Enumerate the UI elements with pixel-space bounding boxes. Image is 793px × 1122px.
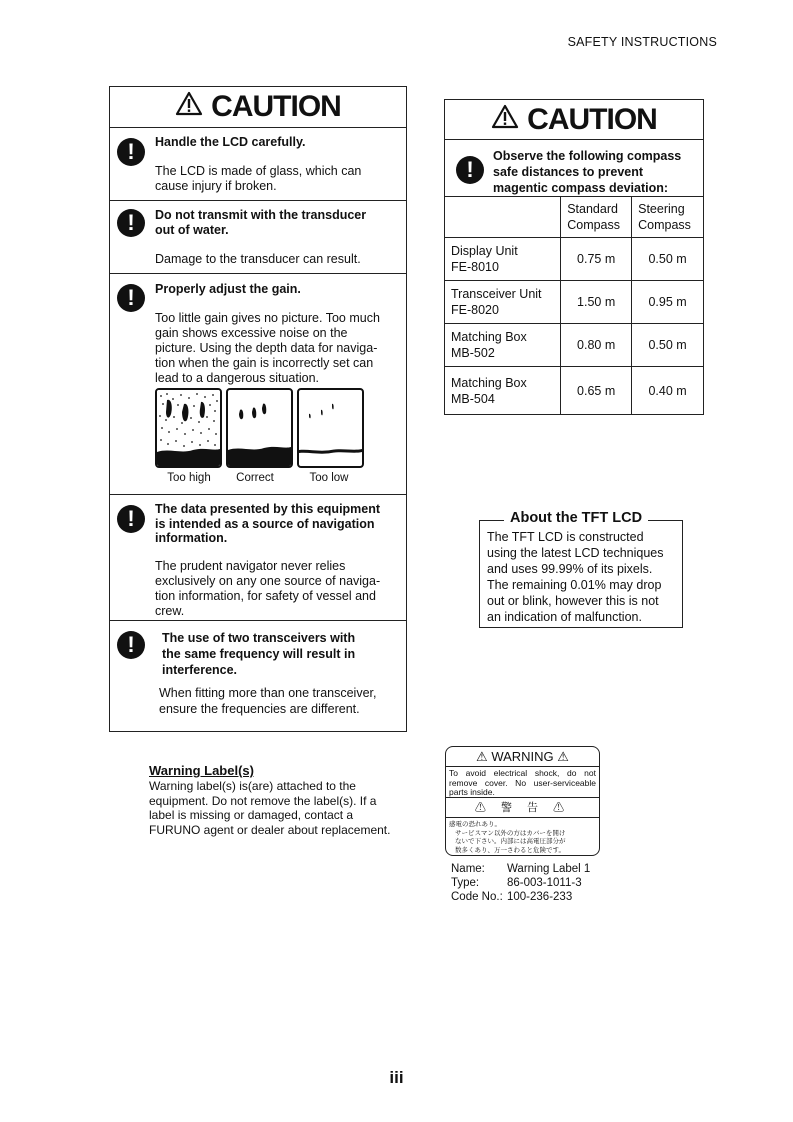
row-steering: 0.50 m (632, 238, 704, 281)
info-row (451, 876, 590, 890)
label-japanese-heading (446, 798, 599, 818)
warning-triangle-icon (175, 90, 203, 124)
title-line: out of water. (155, 222, 229, 237)
about-tft-body (487, 529, 664, 625)
body-line: cause injury if broken. (155, 179, 277, 193)
body-line: Warning label(s) is(are) attached to the (149, 779, 356, 793)
section-body (155, 311, 380, 386)
body-line: label is missing or damaged, contact a (149, 808, 354, 822)
sonar-label-too-low: Too low (309, 472, 349, 484)
label-english-text: To avoid electrical shock, do not remove cover. No user-serviceable parts inside. (446, 767, 599, 798)
row-standard: 0.80 m (561, 324, 632, 367)
table-header-steering (632, 197, 704, 238)
table-header-empty (445, 197, 561, 238)
section-title (155, 208, 366, 237)
name-line: MB-502 (451, 346, 495, 360)
label-warning-text: WARNING (491, 749, 554, 764)
info-value: 86-003-1011-3 (507, 877, 582, 889)
header-line: Steering (638, 202, 685, 216)
caution-section-transceivers (110, 621, 406, 731)
name-line: Transceiver Unit (451, 287, 542, 301)
body-line: gain shows excessive noise on the (155, 326, 348, 340)
name-line: FE-8020 (451, 303, 499, 317)
info-value: 100-236-233 (507, 891, 573, 903)
body-line: The TFT LCD is constructed (487, 530, 644, 544)
name-line: FE-8010 (451, 260, 499, 274)
body-line: When fitting more than one transceiver, (159, 686, 377, 700)
title-line: The data presented by this equipment (155, 502, 381, 516)
row-steering: 0.95 m (632, 281, 704, 324)
body-line: FURUNO agent or dealer about replacement. (149, 822, 391, 837)
title-line: magentic compass deviation: (493, 181, 669, 195)
sonar-image-correct (226, 388, 293, 468)
sonar-label-too-high: Too high (167, 472, 211, 484)
warning-triangle-icon: ⚠ (476, 749, 488, 764)
compass-distance-table (444, 196, 704, 415)
body-line: out or blink, however this is not (487, 594, 659, 608)
jp-line: サービスマン以外の方はカバーを開け (455, 829, 566, 837)
warning-label-body (149, 779, 419, 837)
label-japanese-heading-text: 警 告 (500, 802, 545, 814)
section-body (159, 685, 376, 717)
body-line: ensure the frequencies are different. (159, 702, 360, 716)
page-number: iii (389, 1068, 404, 1087)
row-name (445, 367, 561, 415)
section-body: Damage to the transducer can result. (155, 252, 361, 266)
body-line: an indication of malfunction. (487, 610, 642, 624)
body-line: and uses 99.99% of its pixels. (487, 562, 653, 576)
table-header-row (445, 197, 704, 238)
info-key: Name: (451, 863, 485, 875)
row-name (445, 324, 561, 367)
caution-section-transducer (110, 201, 406, 274)
title-line: information. (155, 531, 228, 545)
title-line: the same frequency will result in (162, 647, 356, 661)
section-title (162, 630, 355, 678)
row-standard: 0.75 m (561, 238, 632, 281)
page-header-title: SAFETY INSTRUCTIONS (567, 35, 717, 49)
section-title (155, 502, 380, 546)
warning-triangle-icon: ⚠ (557, 749, 569, 764)
sonar-label-correct: Correct (236, 472, 274, 484)
exclamation-icon: ! (117, 284, 145, 312)
title-line: The use of two transceivers with (162, 631, 356, 645)
warning-label-card (445, 746, 600, 856)
info-key: Code No.: (451, 891, 503, 903)
warning-triangle-icon (491, 103, 519, 137)
name-line: Matching Box (451, 375, 527, 390)
section-body (155, 164, 361, 194)
header-line: Standard (567, 202, 618, 216)
title-line: interference. (162, 663, 238, 677)
section-title: Handle the LCD carefully. (155, 135, 306, 149)
title-line: Do not transmit with the transducer (155, 208, 367, 222)
table-row (445, 238, 704, 281)
exclamation-icon: ! (117, 631, 145, 659)
body-line: picture. Using the depth data for naviga- (155, 341, 378, 355)
body-line: lead to a dangerous situation. (155, 371, 320, 385)
sonar-image-too-low (297, 388, 364, 468)
name-line: MB-504 (451, 391, 495, 406)
sonar-image-too-high (155, 388, 222, 468)
compass-caution-title (493, 148, 681, 196)
name-line: Matching Box (451, 330, 527, 344)
exclamation-icon: ! (117, 505, 145, 533)
body-line: tion when the gain is incorrectly set can (155, 356, 374, 370)
info-row (451, 862, 590, 876)
about-tft-lcd-box (479, 510, 683, 628)
label-warning-row (446, 747, 599, 767)
info-row (451, 890, 590, 904)
caution-section-lcd (110, 128, 406, 201)
caution-heading-text: CAUTION (211, 90, 341, 123)
warning-label-heading: Warning Label(s) (149, 763, 254, 778)
title-line: Observe the following compass (493, 149, 682, 163)
caution-heading (110, 87, 406, 128)
row-standard: 0.65 m (561, 367, 632, 415)
body-line: The LCD is made of glass, which can (155, 164, 362, 178)
body-line: The remaining 0.01% may drop (487, 578, 662, 592)
table-header-standard (561, 197, 632, 238)
section-title: Properly adjust the gain. (155, 282, 301, 296)
header-line: Compass (567, 218, 621, 232)
row-standard: 1.50 m (561, 281, 632, 324)
caution-heading (445, 100, 703, 140)
info-key: Type: (451, 877, 480, 889)
body-line: crew. (155, 604, 185, 618)
warning-triangle-icon: ⚠ (553, 802, 571, 814)
jp-line: 数多くあり、万一さわると危険です。 (455, 846, 565, 854)
body-line: exclusively on any one source of naviga- (155, 574, 381, 588)
title-line: is intended as a source of navigation (155, 516, 375, 531)
exclamation-icon: ! (456, 156, 484, 184)
exclamation-icon: ! (117, 138, 145, 166)
body-line: tion information, for safety of vessel and (155, 589, 376, 603)
warning-triangle-icon: ⚠ (474, 802, 492, 814)
jp-line: 感電の恐れあり。 (449, 821, 501, 828)
label-japanese-text (446, 818, 599, 856)
about-tft-title: About the TFT LCD (504, 510, 648, 526)
exclamation-icon: ! (117, 209, 145, 237)
caution-section-navigation (110, 495, 406, 621)
name-line: Display Unit (451, 244, 518, 258)
row-steering: 0.40 m (632, 367, 704, 415)
title-line: safe distances to prevent (493, 165, 644, 179)
body-line: using the latest LCD techniques (487, 546, 664, 560)
row-name (445, 238, 561, 281)
row-steering: 0.50 m (632, 324, 704, 367)
caution-heading-text: CAUTION (527, 102, 657, 136)
body-line: equipment. Do not remove the label(s). If a (149, 793, 377, 808)
warning-label-info (451, 862, 590, 904)
body-line: The prudent navigator never relies (155, 559, 346, 573)
row-name (445, 281, 561, 324)
info-value: Warning Label 1 (507, 863, 591, 875)
table-row (445, 367, 704, 415)
jp-line: ないで下さい。内部には高電圧部分が (455, 838, 566, 845)
body-line: Too little gain gives no picture. Too much (155, 311, 380, 325)
section-body (155, 559, 380, 619)
table-row (445, 281, 704, 324)
header-line: Compass (638, 218, 691, 232)
table-row (445, 324, 704, 367)
